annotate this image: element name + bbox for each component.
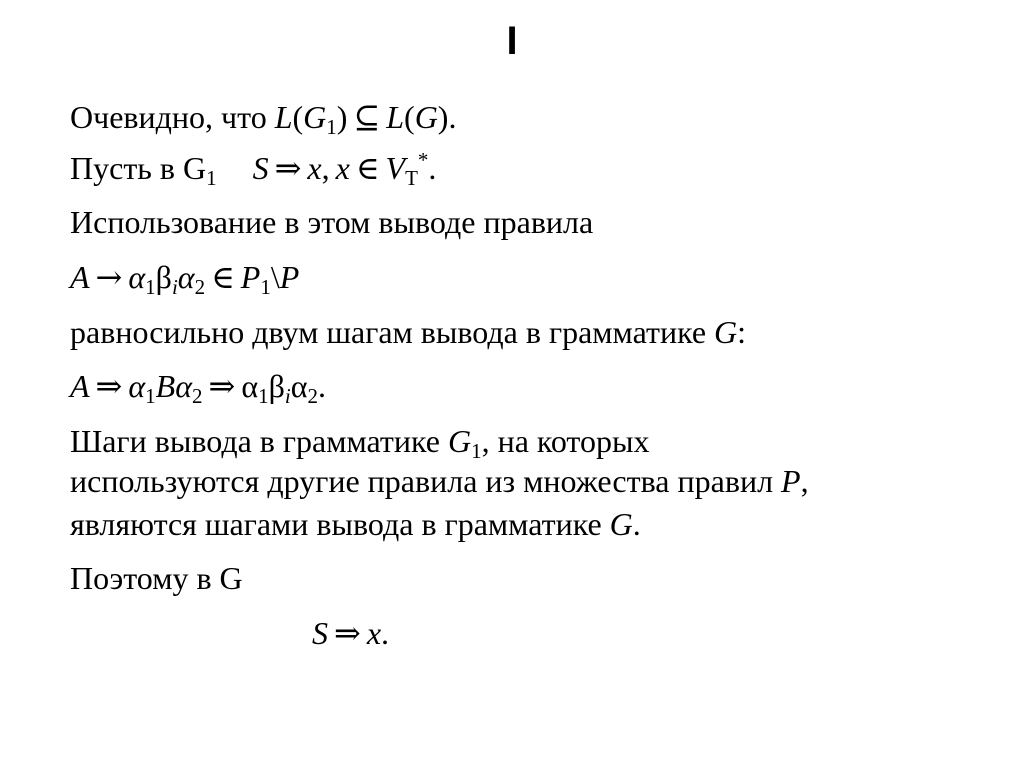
subset-symbol: ⊆ xyxy=(353,98,381,136)
subscript: 1 xyxy=(326,115,337,139)
math-B: B xyxy=(155,368,176,404)
punct: . xyxy=(428,150,437,186)
derive-arrow: ⇒ xyxy=(95,367,123,405)
math-x: x xyxy=(335,150,350,186)
punct: , xyxy=(321,150,330,186)
math-beta: β xyxy=(268,368,285,404)
text: , на которых xyxy=(481,423,650,459)
text: Шаги вывода в грамматике xyxy=(70,423,448,459)
line-final-derivation xyxy=(312,613,389,653)
subscript: 1 xyxy=(145,275,156,299)
punct: , xyxy=(800,463,809,499)
line-rule-formula xyxy=(70,257,299,297)
subscript: T xyxy=(405,166,418,190)
line-subset-statement xyxy=(70,97,456,137)
subscript: 2 xyxy=(307,384,318,408)
line-equivalent-steps xyxy=(70,312,746,352)
math-V: V xyxy=(385,150,406,186)
subscript: 1 xyxy=(471,439,482,463)
text: равносильно двум шагам вывода в грамматике xyxy=(70,314,715,350)
math-G: G xyxy=(303,99,327,135)
line-rule-usage: Использование в этом выводе правила xyxy=(70,204,594,240)
subscript: 2 xyxy=(194,275,206,299)
subscript: 1 xyxy=(206,166,217,190)
math-x: x xyxy=(366,615,382,651)
math-G: G xyxy=(414,99,438,135)
math-L: L xyxy=(386,99,405,135)
punct: . xyxy=(317,368,326,404)
subscript: 2 xyxy=(192,384,203,408)
math-A: A xyxy=(70,368,90,404)
punct: . xyxy=(632,506,641,542)
punct: . xyxy=(381,615,390,651)
line-steps-g1 xyxy=(70,421,649,461)
text: Пусть в G xyxy=(70,150,207,186)
line-two-step-derivation xyxy=(70,366,326,406)
text: Очевидно, что xyxy=(70,99,275,135)
line-steps-in-g xyxy=(70,504,641,544)
math-alpha: α xyxy=(175,368,192,404)
subscript: 1 xyxy=(260,275,271,299)
subscript: 1 xyxy=(145,384,156,408)
element-of-symbol: ∈ xyxy=(355,149,380,187)
punct: : xyxy=(737,314,747,350)
math-G: G xyxy=(609,506,633,542)
math-alpha: α xyxy=(128,259,146,295)
set-minus: \ xyxy=(270,259,280,295)
paren: ( xyxy=(292,99,304,135)
production-arrow: → xyxy=(95,258,123,296)
math-P: P xyxy=(240,259,261,295)
math-alpha: α xyxy=(128,368,146,404)
text: используются другие правила из множества правил xyxy=(70,463,782,499)
math-beta: β xyxy=(155,259,172,295)
math-alpha: α xyxy=(290,368,308,404)
paren: ). xyxy=(437,99,457,135)
paren: ) xyxy=(336,99,348,135)
math-P: P xyxy=(279,259,300,295)
math-alpha: α xyxy=(177,259,195,295)
text: являются шагами вывода в грамматике xyxy=(70,506,610,542)
line-therefore: Поэтому в G xyxy=(70,560,243,596)
derive-arrow: ⇒ xyxy=(274,149,302,187)
math-A: A xyxy=(70,259,90,295)
line-other-rules xyxy=(70,461,809,501)
element-of-symbol: ∈ xyxy=(211,258,235,296)
math-L: L xyxy=(274,99,293,135)
line-let-derivation xyxy=(70,148,436,188)
superscript: * xyxy=(417,148,429,172)
math-S: S xyxy=(312,615,328,651)
math-G: G xyxy=(714,314,738,350)
slide-title: I xyxy=(506,19,518,63)
subscript: 1 xyxy=(258,384,269,408)
derive-arrow: ⇒ xyxy=(334,614,361,652)
subscript: i xyxy=(284,384,291,408)
paren: ( xyxy=(404,99,415,135)
math-x: x xyxy=(307,150,322,186)
math-alpha: α xyxy=(241,368,259,404)
subscript: i xyxy=(171,275,178,299)
math-P: P xyxy=(781,463,801,499)
math-S: S xyxy=(252,150,269,186)
math-G: G xyxy=(447,423,472,459)
derive-arrow: ⇒ xyxy=(208,367,236,405)
